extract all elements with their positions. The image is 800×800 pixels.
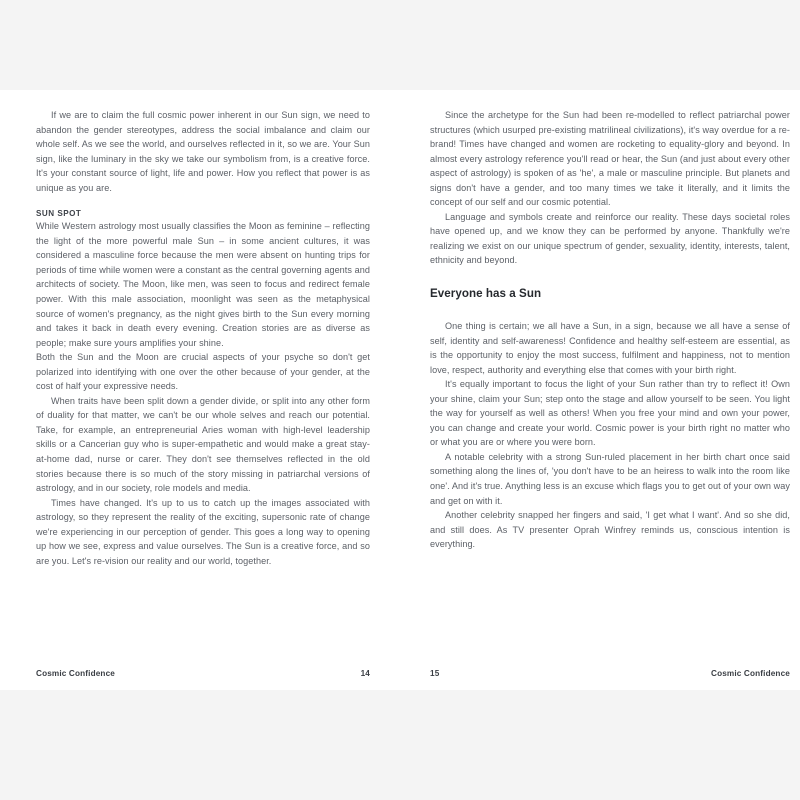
footer-right bbox=[400, 669, 800, 678]
paragraph: While Western astrology most usually classifies the Moon as feminine – reflecting the light of the more powerful male Sun – in some ancient cultures, it was considered a masculine force because the men were absent on hunting trips for periods of time while women were a constant as the central governing agents and architects of society. The Moon, like men, was seen to focus and redirect female power. With this male association, moonlight was seen as the metaphysical source of women's pregnancy, as the night gives birth to the Sun every morning and takes it back in death every evening. Creation stories are as diverse as people; make sure yours amplifies your shine. bbox=[36, 221, 370, 348]
paragraph: Language and symbols create and reinforce our reality. These days societal roles have opened up, and we know they can be performed by anyone. Thankfully we're realizing we exist on our unique spectrum of gender, sexuality, identity, interests, talent, ethnicity and beyond. bbox=[430, 211, 790, 266]
page-left bbox=[0, 90, 400, 690]
footer-left bbox=[0, 669, 400, 678]
page-number: 14 bbox=[360, 669, 370, 678]
paragraph: If we are to claim the full cosmic power inherent in our Sun sign, we need to abandon the gender stereotypes, address the social imbalance and claim our whole self. As we see the world, and ourselves reflected in it, so we are. Your Sun sign, like the luminary in the sky we take our symbolism from, is a creative force. It's your constant source of light, life and power. How you reflect that power is as unique as you are. bbox=[36, 110, 370, 193]
paragraph: A notable celebrity with a strong Sun-ruled placement in her birth chart once said something along the lines of, 'you don't have to be an heiress to walk into the room like one'. And it's true. Anything less is an excuse which flags you to get out of your own way and get on with it. bbox=[430, 451, 790, 506]
page-number: 15 bbox=[430, 669, 440, 678]
paragraph: Times have changed. It's up to us to catch up the images associated with astrology, so they represent the reality of the exciting, supersonic rate of change we're experiencing in our perception of gender. This goes a long way to opening up how we see, express and value ourselves. The Sun is a creative force, and so are you. Let's re-vision our reality and our world, together. bbox=[36, 497, 370, 566]
section-heading: Everyone has a Sun bbox=[430, 287, 542, 301]
running-head: Cosmic Confidence bbox=[711, 669, 790, 678]
paragraph: One thing is certain; we all have a Sun, in a sign, because we all have a sense of self, identity and self-awareness! Confidence and healthy self-esteem are essential, as is the opportunity to enjoy the most success, fulfilment and happiness, not to mention love, respect, authority and everything else that comes with your birth right. bbox=[430, 321, 790, 375]
paragraph: Since the archetype for the Sun had been re-modelled to reflect patriarchal power structures (which usurped pre-existing matrilineal civilizations), it's way overdue for a re-brand! Times have changed and women are rocketing to equality-glory and beyond. In almost every astrology reference you'll read or hear, the Sun (and just about every other aspect of astrology) is spoken of as 'he', a male or masculine principle. But planets and signs don't have a gender, and too many times we take it literally, and it limits the concept of our self and our cosmic potential. bbox=[430, 110, 790, 208]
right-text-column bbox=[430, 108, 790, 653]
page-right bbox=[400, 90, 800, 690]
paragraph: When traits have been split down a gender divide, or split into any other form of duality for that matter, we can't be our whole selves and reach our potential. Take, for example, an entrepreneurial Aries woman with high-level leadership skills or a Cancerian guy who is super-empathetic and would make a great stay-at-home dad, nurse or carer. They don't see themselves reflected in the old stories because there is so much of the story missing in patriarchal versions of astrology, and in our society, role models and media. bbox=[36, 395, 370, 494]
book-spread bbox=[0, 90, 800, 690]
sun-spot-heading: SUN SPOT bbox=[36, 209, 82, 219]
paragraph: Another celebrity snapped her fingers and said, 'I get what I want'. And so she did, and still does. As TV presenter Oprah Winfrey reminds us, conscious intention is everything. bbox=[430, 510, 790, 550]
running-head: Cosmic Confidence bbox=[36, 669, 115, 678]
paragraph: It's equally important to focus the light of your Sun rather than try to reflect it! Own your shine, claim your Sun; step onto the stage and allow yourself to be seen. You light the way for yourself as well as others! When you free your mind and own your power, you can change and create your world. Cosmic power is your birth right no matter who or what you are or where you were born. bbox=[430, 379, 790, 448]
paragraph: Both the Sun and the Moon are crucial aspects of your psyche so don't get polarized into identifying with one over the other because of your gender, at the cost of half your expressive needs. bbox=[36, 352, 370, 392]
left-text-column bbox=[36, 108, 370, 653]
